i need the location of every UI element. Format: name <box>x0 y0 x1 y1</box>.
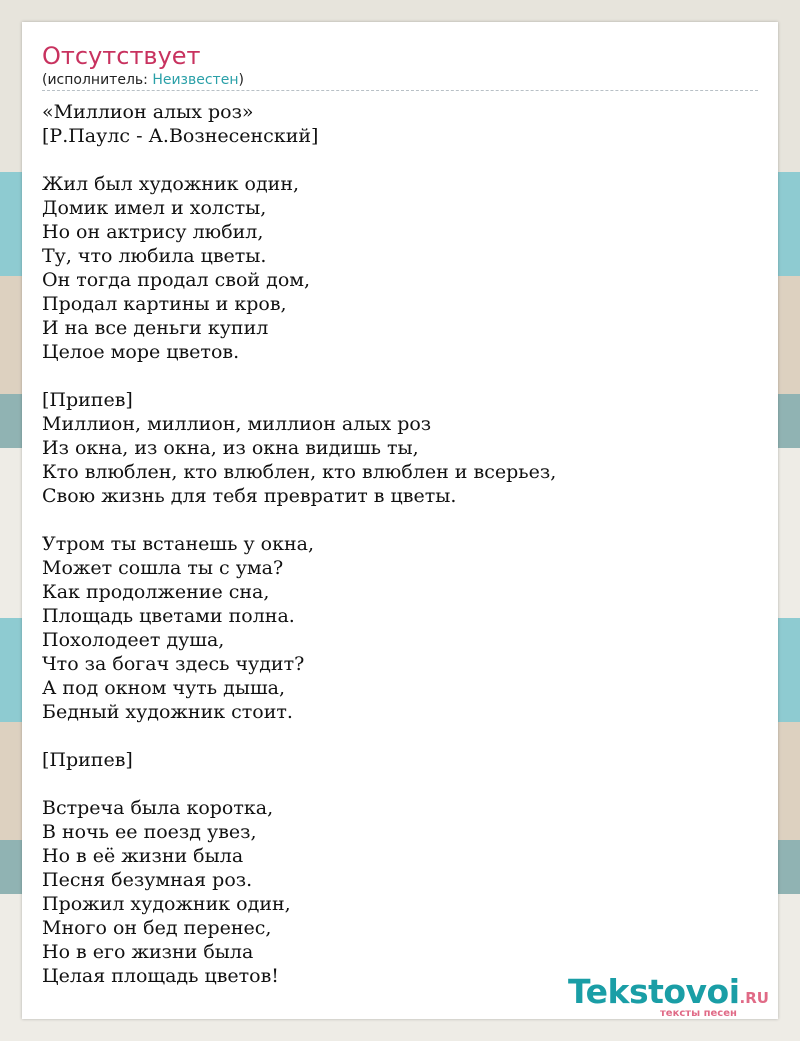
lyric-line: Целое море цветов. <box>42 341 240 363</box>
lyric-line: Прожил художник один, <box>42 893 291 915</box>
lyric-line: Что за богач здесь чудит? <box>42 653 305 675</box>
lyric-line <box>42 772 556 796</box>
logo-name: Tekstovoi <box>568 972 740 1011</box>
lyric-line: Песня безумная роз. <box>42 869 253 891</box>
lyric-line: Бедный художник стоит. <box>42 701 293 723</box>
lyric-line: Миллион, миллион, миллион алых роз <box>42 413 432 435</box>
lyric-line: Но он актрису любил, <box>42 221 264 243</box>
lyric-line <box>42 508 556 532</box>
logo-domain: .RU <box>739 989 769 1007</box>
lyric-line: Много он бед перенес, <box>42 917 272 939</box>
lyric-line: Домик имел и холсты, <box>42 197 267 219</box>
artist-line <box>42 71 244 89</box>
lyric-line: Из окна, из окна, из окна видишь ты, <box>42 437 419 459</box>
lyric-line: Как продолжение сна, <box>42 581 270 603</box>
lyric-line: Площадь цветами полна. <box>42 605 295 627</box>
lyric-line: Кто влюблен, кто влюблен, кто влюблен и всерьез, <box>42 461 557 483</box>
lyric-line: Ту, что любила цветы. <box>42 245 267 267</box>
lyric-line: Утром ты встанешь у окна, <box>42 533 315 555</box>
lyric-line <box>42 724 556 748</box>
lyric-line <box>42 148 556 172</box>
lyric-line <box>42 364 556 388</box>
artist-link[interactable]: Неизвестен <box>152 72 239 88</box>
lyric-line: Целая площадь цветов! <box>42 965 279 987</box>
lyric-line: Свою жизнь для тебя превратит в цветы. <box>42 485 457 507</box>
lyric-line: [Припев] <box>42 389 133 411</box>
artist-suffix: ) <box>238 72 244 88</box>
lyric-line: В ночь ее поезд увез, <box>42 821 257 843</box>
site-logo[interactable] <box>568 972 769 1019</box>
lyric-line: Жил был художник один, <box>42 173 300 195</box>
lyrics-text <box>42 100 556 988</box>
page-title: Отсутствует <box>42 42 201 70</box>
artist-prefix: (исполнитель: <box>42 72 153 88</box>
lyric-line: Но в его жизни была <box>42 941 254 963</box>
lyric-line: Он тогда продал свой дом, <box>42 269 311 291</box>
lyric-line: А под окном чуть дыша, <box>42 677 285 699</box>
title-divider <box>42 90 758 91</box>
lyric-line: Но в её жизни была <box>42 845 244 867</box>
lyric-line: Встреча была коротка, <box>42 797 274 819</box>
lyrics-card <box>22 22 778 1019</box>
lyric-line: Продал картины и кров, <box>42 293 287 315</box>
lyric-line: «Миллион алых роз» <box>42 101 254 123</box>
lyric-line: [Р.Паулс - А.Вознесенский] <box>42 125 319 147</box>
lyric-line: [Припев] <box>42 749 133 771</box>
lyric-line: И на все деньги купил <box>42 317 269 339</box>
lyric-line: Похолодеет душа, <box>42 629 225 651</box>
logo-tagline: тексты песен <box>660 1008 737 1019</box>
lyric-line: Может сошла ты с ума? <box>42 557 284 579</box>
